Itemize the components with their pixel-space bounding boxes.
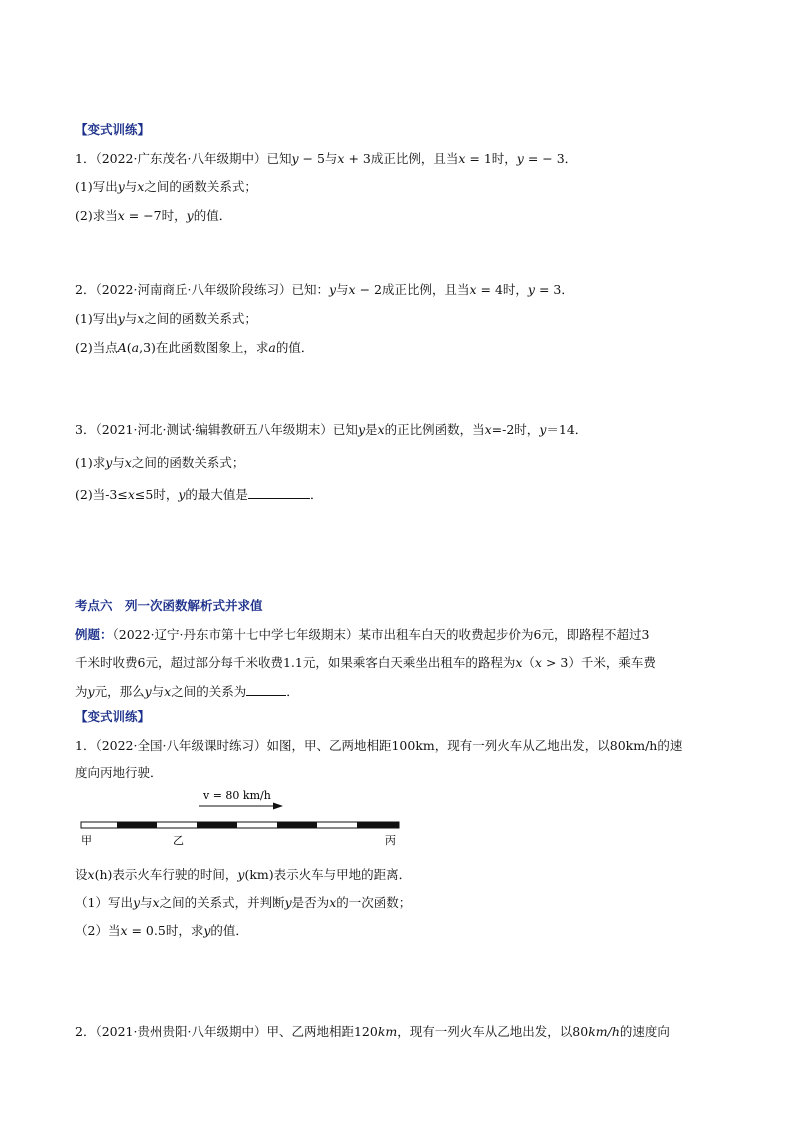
s2-q1-line1: 1．（2022·全国·八年级课时练习）如图，甲、乙两地相距100km，现有一列火车从乙地出发，以80km/h的速: [75, 738, 683, 753]
example-label: 例题：: [75, 627, 113, 642]
s2-q1-line5: （2）当x = 0.5时，求y的值．: [75, 923, 248, 938]
q2-line3: (2)当点A(a,3)在此函数图象上，求a的值．: [75, 340, 314, 355]
example-line1: 例题：（2022·辽宁·丹东市第十七中学七年级期末）某市出租车白天的收费起步价为6元，即路程不超过3: [75, 627, 650, 642]
s2-q1-line2: 度向丙地行驶．: [75, 765, 163, 780]
s2-q1-line3: 设x(h)表示火车行驶的时间，y(km)表示火车与甲地的距离．: [75, 867, 412, 882]
track-segment-2: [197, 822, 237, 828]
s2-q1-line4: （1）写出y与x之间的关系式，并判断y是否为x的一次函数；: [75, 895, 412, 910]
track-segment-3: [277, 822, 317, 828]
q1-line2: (1)写出y与x之间的函数关系式；: [75, 179, 257, 194]
point-jia-label: 甲: [81, 834, 92, 847]
train-route-diagram: [75, 788, 415, 848]
q3-line3: (2)当-3≤x≤5时，y的最大值是 ．: [75, 487, 323, 502]
track-segment-1: [117, 822, 157, 828]
q1-line3: (2)求当x = −7时，y的值．: [75, 208, 232, 223]
q1-line1: 1．（2022·广东茂名·八年级期中）已知y − 5与x + 3成正比例，且当x = 1时，y = − 3．: [75, 151, 578, 166]
point-bing-label: 丙: [385, 834, 396, 847]
q3-line2: (1)求y与x之间的函数关系式；: [75, 455, 245, 470]
example-line2: 千米时收费6元，超过部分每千米收费1.1元，如果乘客白天乘坐出租车的路程为x（x > 3）千米，乘车费: [75, 655, 656, 670]
track-segment-4: [357, 822, 399, 828]
example-line3: 为y元，那么y与x之间的关系为 ．: [75, 684, 299, 699]
q3-line1: 3．（2021·河北·测试·编辑教研五八年级期末）已知y是x的正比例函数，当x=-2时，y＝14．: [75, 422, 588, 437]
topic-title: 考点六 列一次函数解析式并求值: [75, 598, 263, 613]
q2-line1: 2．（2022·河南商丘·八年级阶段练习）已知：y与x − 2成正比例，且当x = 4时，y = 3．: [75, 282, 574, 297]
answer-blank[interactable]: [248, 485, 310, 499]
point-yi-label: 乙: [173, 834, 184, 847]
arrow-icon: [273, 803, 283, 810]
answer-blank[interactable]: [246, 682, 286, 696]
section-heading-variant-training: 【变式训练】: [75, 122, 151, 137]
s2-q2-line1: 2．（2021·贵州贵阳·八年级期中）甲、乙两地相距120km，现有一列火车从乙地出发，以80km/h的速度向: [75, 1024, 670, 1039]
section-heading-variant-training-2: 【变式训练】: [75, 709, 151, 724]
q2-line2: (1)写出y与x之间的函数关系式；: [75, 311, 257, 326]
speed-label: v = 80 km/h: [203, 789, 271, 802]
